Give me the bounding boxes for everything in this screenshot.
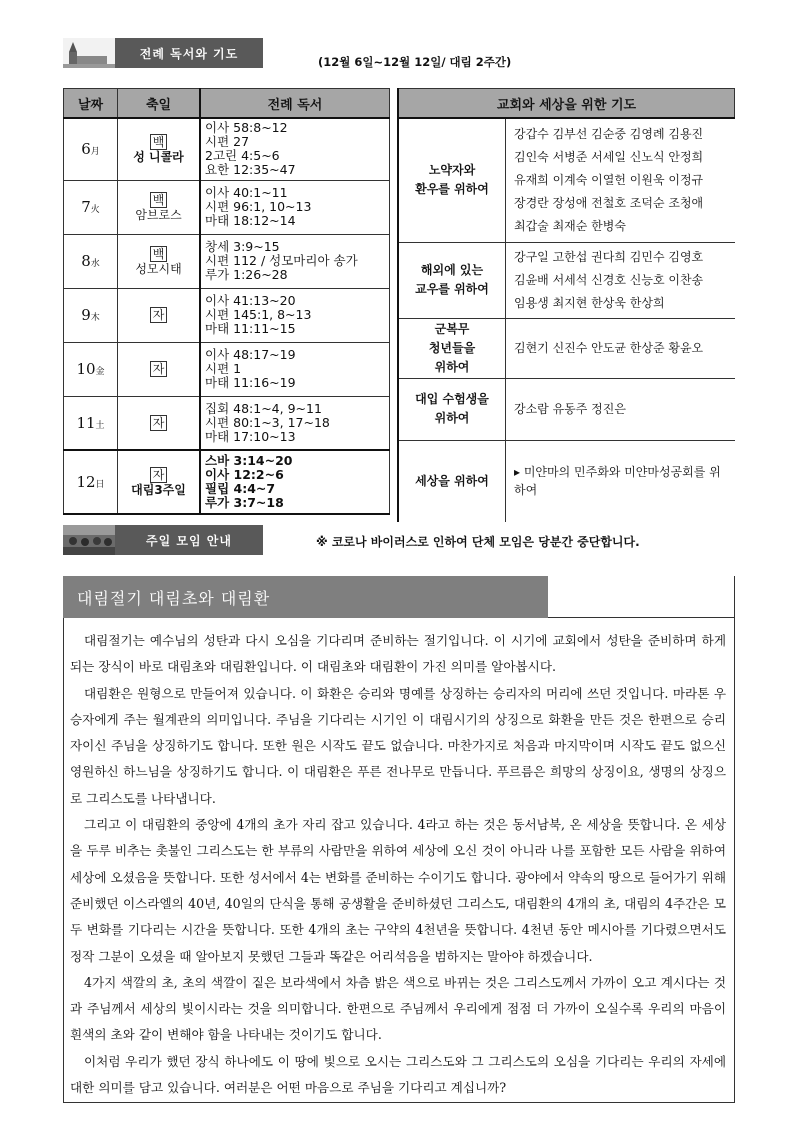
table-row: [398, 440, 735, 522]
readings-cell: 이사 41:13~20 시편 145:1, 8~13 마태 11:11~15: [200, 288, 390, 342]
readings-cell: 이사 58:8~12 시편 27 2고린 4:5~6 요한 12:35~47: [200, 118, 390, 180]
meeting-section-header: [63, 525, 263, 555]
prayer-names: 강소람 유동주 정진은: [506, 378, 735, 440]
readings-cell: 집회 48:1~4, 9~11 시편 80:1~3, 17~18 마태 17:10~13: [200, 396, 390, 450]
feast-cell: [118, 396, 201, 450]
feast-cell: [118, 342, 201, 396]
day-cell: 11土: [64, 396, 118, 450]
table-row: [64, 342, 390, 396]
table-row: [64, 234, 390, 288]
liturgy-table: [63, 88, 390, 515]
date-range: (12월 6일~12월 12일/ 대림 2주간): [318, 55, 512, 69]
table-row: [398, 378, 735, 440]
feast-cell: 백 암브로스: [118, 180, 201, 234]
prayer-category: 해외에 있는 교우를 위하여: [398, 242, 506, 318]
day-cell: 8水: [64, 234, 118, 288]
prayer-category: 노약자와 환우를 위하여: [398, 118, 506, 242]
prayer-category: 군복무 청년들을 위하여: [398, 318, 506, 378]
divider: [548, 617, 734, 618]
liturgical-color-badge: 자: [150, 307, 168, 323]
table-row: [398, 118, 735, 242]
meeting-notice: ※ 코로나 바이러스로 인하여 단체 모임은 당분간 중단합니다.: [316, 535, 640, 549]
day-cell: 7火: [64, 180, 118, 234]
meeting-section-title: 주일 모임 안내: [115, 525, 263, 555]
liturgy-section-header: [63, 38, 263, 68]
article-paragraph: 대림환은 원형으로 만들어져 있습니다. 이 화환은 승리와 명예를 상징하는 승리자의 머리에 쓰던 것입니다. 마라톤 우승자에게 주는 월계관의 의미입니다. 주님을 기다리는 시기인 이 대림시기의 상징으로 화환을 만든 것은 한편으로 승리자이신 주님을 상징하기도 합니다. 또한 원은 시작도 끝도 없습니다. 마찬가지로 처음과 마지막이며 시작도 끝도 없으신 영원하신 하느님을 상징하기도 합니다. 이 대림환은 푸른 전나무로 만듭니다. 푸르름은 희망의 상징이요, 생명의 상징으로 그리스도를 나타냅니다.: [70, 685, 726, 806]
prayer-names: 강구일 고한섭 권다희 김민수 김영호 김윤배 서세석 신경호 신능호 이찬송 임용생 최지현 한상욱 한상희: [506, 242, 735, 318]
article-body: [70, 628, 726, 1101]
table-row: [64, 118, 390, 180]
readings-cell: 이사 40:1~11 시편 96:1, 10~13 마태 18:12~14: [200, 180, 390, 234]
table-row: [64, 180, 390, 234]
table-row: [398, 318, 735, 378]
liturgical-color-badge: 자: [150, 415, 168, 431]
table-row: [64, 288, 390, 342]
feast-cell: [118, 288, 201, 342]
church-thumbnail-icon: [63, 38, 115, 68]
prayer-names: 김현기 신진수 안도균 한상준 황윤오: [506, 318, 735, 378]
table-row: [398, 242, 735, 318]
meeting-photo-thumbnail: [63, 525, 115, 555]
header-feast: 축일: [118, 89, 201, 119]
liturgical-color-badge: 백: [150, 192, 168, 208]
day-cell: 12日: [64, 450, 118, 514]
liturgy-section-title: 전례 독서와 기도: [115, 38, 263, 68]
article-paragraph: 이처럼 우리가 했던 장식 하나에도 이 땅에 빛으로 오시는 그리스도와 그 그리스도의 오심을 기다리는 우리의 자세에 대한 의미를 담고 있습니다. 여러분은 어떤 마음으로 주님을 기다리고 계십니까?: [70, 1053, 726, 1096]
feast-cell: 자 대림3주일: [118, 450, 201, 514]
article-title: 대림절기 대림초와 대림환: [63, 576, 548, 618]
day-cell: 6月: [64, 118, 118, 180]
prayer-header: 교회와 세상을 위한 기도: [398, 89, 735, 119]
liturgical-color-badge: 자: [150, 467, 168, 483]
prayer-names: 강갑수 김부선 김순중 김영례 김용진 김인숙 서병준 서세일 신노식 안정희 유재희 이계숙 이열헌 이원욱 이정규 장경란 장성애 전철호 조덕순 조청애 최갑술 최재순 한병숙: [506, 118, 735, 242]
article-paragraph: 대림절기는 예수님의 성탄과 다시 오심을 기다리며 준비하는 절기입니다. 이 시기에 교회에서 성탄을 준비하며 하게 되는 장식이 바로 대림초와 대림환입니다. 이 대림초와 대림환이 가진 의미를 알아봅시다.: [70, 633, 726, 675]
article-paragraph: 그리고 이 대림환의 중앙에 4개의 초가 자리 잡고 있습니다. 4라고 하는 것은 동서남북, 온 세상을 뜻합니다. 온 세상을 두루 비추는 촛불인 그리스도는 한 부류의 사람만을 위하여 세상에 오신 것이 아니라 나를 포함한 모든 사람을 위하여 세상에 오셨음을 뜻합니다. 또한 성서에서 4는 변화를 준비하는 수이기도 합니다. 광야에서 약속의 땅으로 들어가기 위해 준비했던 이스라엘의 40년, 40일의 단식을 통해 공생활을 준비하셨던 그리스도, 대림환의 4개의 초, 대림의 4주간은 모두 변화를 기다리는 시간을 뜻합니다. 또한 4개의 초는 구약의 4천년을 뜻합니다. 4천년 동안 메시아를 기다렸으면서도 정작 그분이 오셨을 때 알아보지 못했던 그들과 똑같은 어리석음을 범하지는 말아야 하겠습니다.: [70, 817, 727, 964]
article-paragraph: 4가지 색깔의 초, 초의 색깔이 짙은 보라색에서 차츰 밝은 색으로 바뀌는 것은 그리스도께서 가까이 오고 계시다는 것과 주님께서 세상의 빛이시라는 것을 의미합니다. 한편으로 주님께서 우리에게 점점 더 가까이 오실수록 우리의 마음이 흰색의 초와 같이 변해야 함을 나타내는 것이기도 합니다.: [70, 974, 726, 1043]
header-date: 날짜: [64, 89, 118, 119]
prayer-category: 세상을 위하여: [398, 440, 506, 522]
liturgical-color-badge: 자: [150, 361, 168, 377]
day-cell: 10金: [64, 342, 118, 396]
table-row: [64, 450, 390, 514]
header-readings: 전례 독서: [200, 89, 390, 119]
table-row: [64, 396, 390, 450]
readings-cell: 이사 48:17~19 시편 1 마태 11:16~19: [200, 342, 390, 396]
prayer-names: ▸ 미얀마의 민주화와 미얀마성공회를 위 하여: [514, 465, 721, 498]
feast-cell: 백 성 니콜라: [118, 118, 201, 180]
prayer-table: [397, 88, 735, 522]
liturgical-color-badge: 백: [150, 246, 168, 262]
prayer-category: 대입 수험생을 위하여: [398, 378, 506, 440]
feast-cell: 백 성모시태: [118, 234, 201, 288]
day-cell: 9木: [64, 288, 118, 342]
readings-cell: 창세 3:9~15 시편 112 / 성모마리아 송가 루가 1:26~28: [200, 234, 390, 288]
liturgical-color-badge: 백: [150, 134, 168, 150]
readings-cell: 스바 3:14~20 이사 12:2~6 필립 4:4~7 루가 3:7~18: [200, 450, 390, 514]
